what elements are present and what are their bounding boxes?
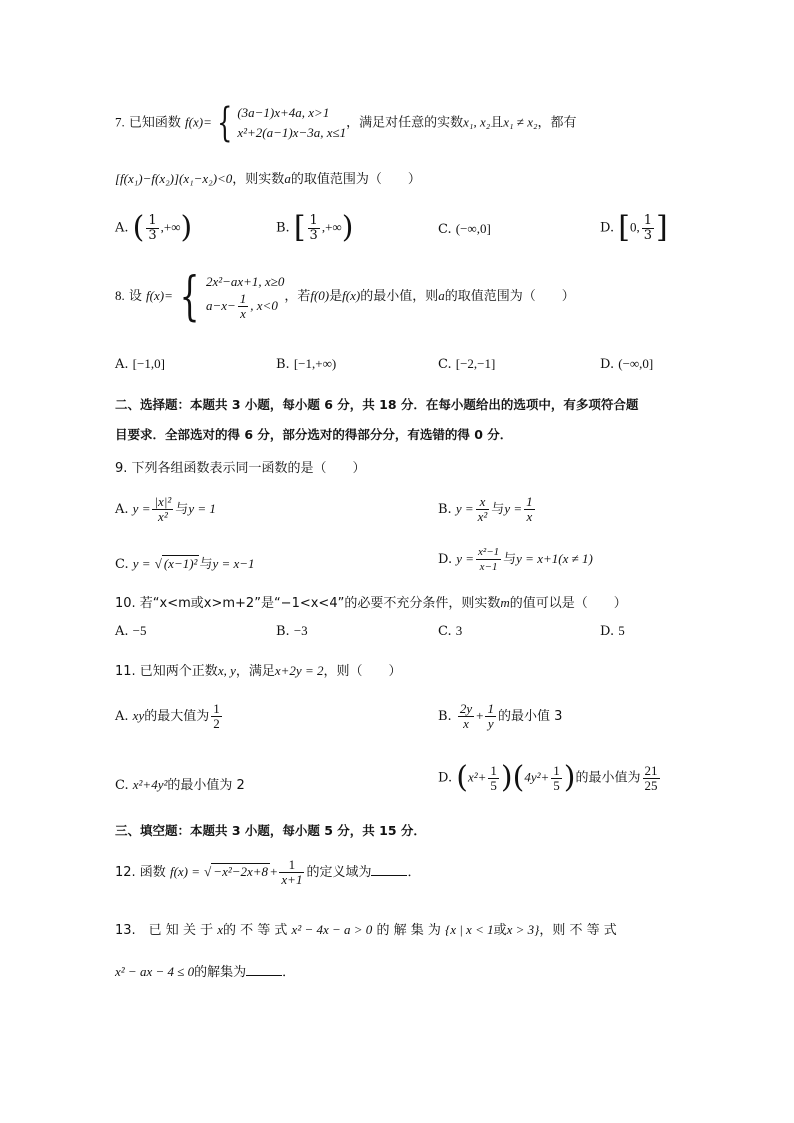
q9-option-d[interactable]: D. y = $\frac{\text{x²−1}}{x-1}$ 与y = x+1(x ≠ 1) bbox=[438, 546, 593, 573]
q7-lead: 已知函数 bbox=[128, 115, 181, 131]
question-8: 8. 设 f(x)= { 2x²−ax+1, x≥0 a−x− $\frac{1}{x}$ , x<0 ，若f(0)是f(x)的最小值，则a的取值范围为（ ） bbox=[115, 266, 575, 327]
question-11: 11. 已知两个正数x, y，满足x+2y = 2，则（ ） bbox=[115, 663, 402, 679]
q7-option-d[interactable]: D. [0, $\frac{1}{3}$ ] bbox=[600, 210, 668, 245]
q7-number: 7. bbox=[115, 114, 125, 130]
q11-option-b[interactable]: B. $\frac{2y}{x}$ + $\frac{1}{y}$ 的最小值 3 bbox=[438, 701, 563, 731]
q10-option-c[interactable]: C. 3 bbox=[438, 623, 463, 639]
q7-option-b[interactable]: B. [ $\frac{1}{3}$ ,+∞) bbox=[276, 210, 354, 245]
q8-option-c[interactable]: C. [−2,−1] bbox=[438, 356, 496, 372]
q8-option-b[interactable]: B. [−1,+∞) bbox=[276, 356, 337, 372]
question-12: 12. 函数 f(x) = √ −x²−2x+8 + $\frac{1}{x+1}$ 的定义域为 ． bbox=[115, 857, 421, 887]
q7-option-c[interactable]: C. (−∞,0] bbox=[438, 221, 491, 237]
section-3-heading: 三、填空题：本题共 3 小题，每小题 5 分，共 15 分． bbox=[115, 823, 426, 838]
q8-option-d[interactable]: D. (−∞,0] bbox=[600, 356, 654, 372]
q11-option-a[interactable]: A. xy的最大值为 $\frac{1}{2}$ bbox=[115, 701, 220, 731]
q9-option-b[interactable]: B. y = $\frac{x}{\text{x²}}$ 与y = $\frac{1}{x}$ bbox=[438, 494, 533, 524]
question-9: 9. 下列各组函数表示同一函数的是（ ） bbox=[115, 461, 366, 476]
section-2-heading-line2: 目要求．全部选对的得 6 分，部分选对的得部分分，有选错的得 0 分． bbox=[115, 427, 513, 442]
q7-brace: { bbox=[216, 100, 233, 146]
q11-option-c[interactable]: C. x²+4y²的最小值为 2 bbox=[115, 777, 245, 793]
q11-option-d[interactable]: D. (x²+ $\frac{1}{5}$ )(4y²+ $\frac{1}{5}$ )的最小值为 $\frac{21}{25}$ bbox=[438, 760, 658, 795]
q9-option-c[interactable]: C. y = √ (x−1)² 与y = x−1 bbox=[115, 556, 255, 572]
q7-option-a[interactable]: A. ( $\frac{1}{3}$ ,+∞) bbox=[115, 210, 193, 245]
q10-option-a[interactable]: A. −5 bbox=[115, 623, 147, 639]
q10-option-d[interactable]: D. 5 bbox=[600, 623, 625, 639]
question-13-line2: x² − ax − 4 ≤ 0的解集为 ． bbox=[115, 964, 296, 980]
answer-blank-12[interactable] bbox=[371, 863, 407, 876]
question-7: 7. 已知函数 f(x)= { (3a−1)x+4a, x>1 x²+2(a−1)x−3a, x≤1 ，满足对任意的实数x₁, x₂且x₁ ≠ x₂，都有 bbox=[115, 100, 577, 146]
q7-line2: [f(x₁)−f(x₂)](x₁−x₂)<0，则实数a的取值范围为（ ） bbox=[115, 171, 421, 187]
q9-option-a[interactable]: A. y = $\frac{\text{|x|²}}{\text{x²}}$ 与y = 1 bbox=[115, 494, 216, 524]
q10-option-b[interactable]: B. −3 bbox=[276, 623, 308, 639]
question-13: 13. 已 知 关 于 x的 不 等 式 x² − 4x − a > 0 的 解 集 为 {x | x < 1或x > 3}，则 不 等 式 bbox=[115, 922, 617, 938]
answer-blank-13[interactable] bbox=[246, 963, 282, 976]
q7-cases: (3a−1)x+4a, x>1 x²+2(a−1)x−3a, x≤1 bbox=[237, 105, 347, 140]
question-10: 10. 若“x<m或x>m+2”是“−1<x<4”的必要不充分条件，则实数m的值可以是（ ） bbox=[115, 595, 627, 611]
section-2-heading: 二、选择题：本题共 3 小题，每小题 6 分，共 18 分．在每小题给出的选项中，有多项符合题 bbox=[115, 397, 639, 412]
q8-option-a[interactable]: A. [−1,0] bbox=[115, 356, 165, 372]
